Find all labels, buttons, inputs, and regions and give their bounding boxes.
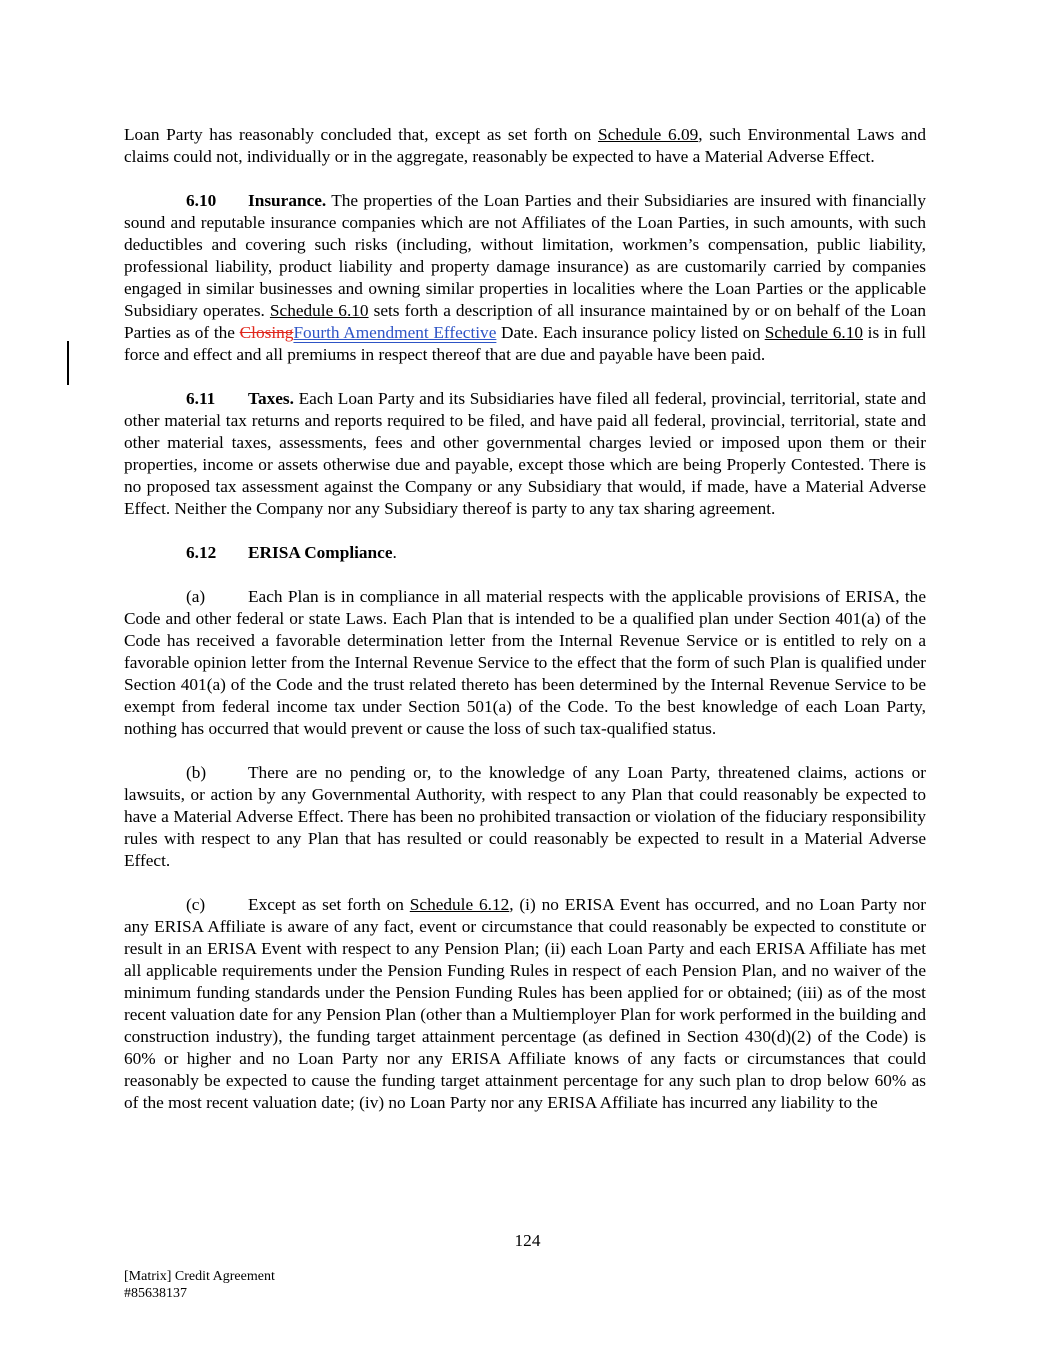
section-title: ERISA Compliance <box>248 543 393 562</box>
schedule-6-10-ref-2: Schedule 6.10 <box>764 323 863 342</box>
section-number: 6.12 <box>186 543 217 562</box>
section-number: 6.10 <box>186 191 217 210</box>
section-number: 6.11 <box>186 389 216 408</box>
intro-paragraph: Loan Party has reasonably concluded that, except as set forth on Schedule 6.09, such Environmental Laws and claims could not, individually or in the aggregate, reasonably be expected to have a Material Adverse Effect. <box>124 125 926 166</box>
clause-label: (c) <box>186 895 206 914</box>
page-number: 124 <box>514 1231 541 1250</box>
section-6-11: 6.11 Taxes. Each Loan Party and its Subsidiaries have filed all federal, provincial, territorial, state and other material tax returns and reports required to be filed, and have paid all federal, provincial, territorial, state and other material taxes, assessments, fees and other governmental charges levied or imposed upon them or their properties, income or assets otherwise due and payable, except those which are being Properly Contested. There is no proposed tax assessment against the Company or any Subsidiary that would, if made, have a Material Adverse Effect. Neither the Company nor any Subsidiary thereof is party to any tax sharing agreement. <box>124 389 926 518</box>
clause-a: (a) Each Plan is in compliance in all material respects with the applicable provisions of ERISA, the Code and other federal or state Laws. Each Plan that is intended to be a qualified plan under Section 401(a) of the Code has received a favorable determination letter from the Internal Revenue Service or is entitled to rely on a favorable opinion letter from the Internal Revenue Service to the effect that the form of such Plan is qualified under Section 401(a) of the Code and the trust related thereto has been determined by the Internal Revenue Service to be exempt from federal income tax under Section 501(a) of the Code. To the best knowledge of each Loan Party, nothing has occurred that would prevent or cause the loss of such tax-qualified status. <box>124 587 926 738</box>
clause-label: (a) <box>186 587 206 606</box>
clause-label: (b) <box>186 763 207 782</box>
revision-change-bar <box>67 341 69 385</box>
section-title: Taxes. <box>248 389 294 408</box>
schedule-6-12-ref: Schedule 6.12 <box>409 895 510 914</box>
footer-doc-id: #85638137 <box>124 1286 187 1301</box>
section-6-12-heading: 6.12 ERISA Compliance. <box>186 543 397 562</box>
inserted-text: Fourth Amendment Effective <box>293 323 497 342</box>
section-6-10: 6.10 Insurance. The properties of the Loan Parties and their Subsidiaries are insured with financially sound and reputable insurance companies which are not Affiliates of the Loan Parties, in such amounts, with such deductibles and covering such risks (including, without limitation, workmen’s compensation, public liability, professional liability, product liability and property damage insurance) as are customarily carried by companies engaged in similar businesses and owning similar properties in localities where the Loan Parties or the applicable Subsidiary operates. Schedule 6.10 sets forth a description of all insurance maintained by or on behalf of the Loan Parties as of the ClosingFourth Amendment Effective Date. Each insurance policy listed on Schedule 6.10 is in full force and effect and all premiums in respect thereof that are due and payable have been paid. <box>124 191 926 364</box>
section-title: Insurance. <box>248 191 327 210</box>
schedule-6-09-ref: Schedule 6.09 <box>597 125 699 144</box>
schedule-6-10-ref: Schedule 6.10 <box>269 301 369 320</box>
document-body <box>124 124 926 1136</box>
deleted-text: Closing <box>239 323 294 342</box>
clause-b: (b) There are no pending or, to the knowledge of any Loan Party, threatened claims, actions or lawsuits, or action by any Governmental Authority, with respect to any Plan that could reasonably be expected to have a Material Adverse Effect. There has been no prohibited transaction or violation of the fiduciary responsibility rules with respect to any Plan that has resulted or could reasonably be expected to result in a Material Adverse Effect. <box>124 763 926 870</box>
footer-title: [Matrix] Credit Agreement <box>124 1269 275 1284</box>
clause-c: (c) Except as set forth on Schedule 6.12, (i) no ERISA Event has occurred, and no Loan Party nor any ERISA Affiliate is aware of any fact, event or circumstance that could reasonably be expected to constitute or result in an ERISA Event with respect to any Pension Plan; (ii) each Loan Party and each ERISA Affiliate has met all applicable requirements under the Pension Funding Rules in respect of each Pension Plan, and no waiver of the minimum funding standards under the Pension Funding Rules has been applied for or obtained; (iii) as of the most recent valuation date for any Pension Plan (other than a Multiemployer Plan for work performed in the building and construction industry), the funding target attainment percentage (as defined in Section 430(d)(2) of the Code) is 60% or higher and no Loan Party nor any ERISA Affiliate knows of any facts or circumstances that could reasonably be expected to cause the funding target attainment percentage for any such plan to drop below 60% as of the most recent valuation date; (iv) no Loan Party nor any ERISA Affiliate has incurred any liability to the <box>124 895 926 1112</box>
document-footer <box>124 1268 275 1302</box>
